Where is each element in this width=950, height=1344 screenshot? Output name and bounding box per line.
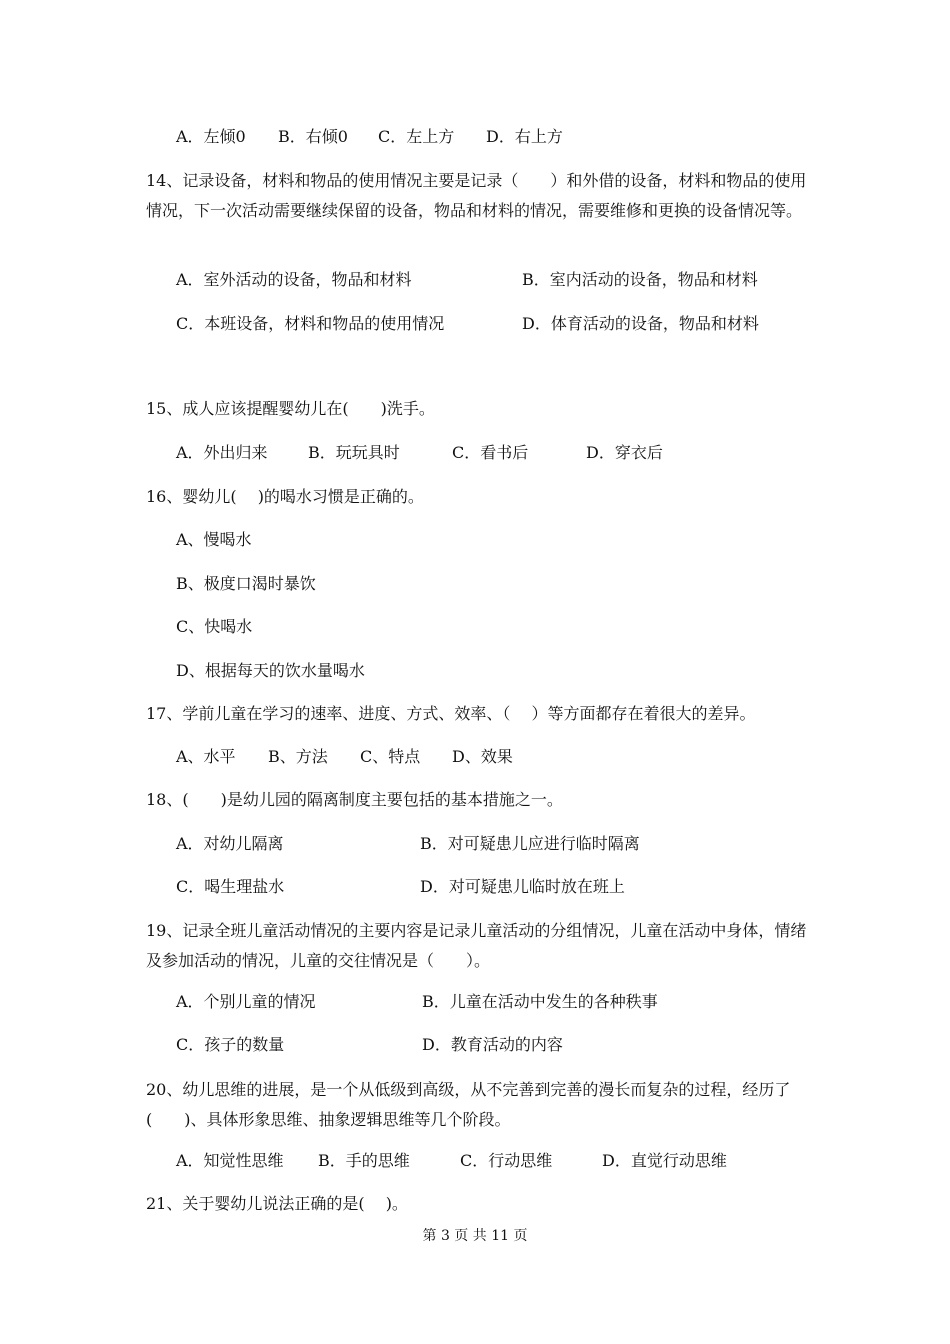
q20-option-b: B．手的思维 [318, 1151, 410, 1170]
q17-option-a: A、水平 [176, 747, 236, 766]
q20-option-c: C．行动思维 [460, 1151, 553, 1170]
q13-option-c: C．左上方 [378, 127, 455, 146]
q14-option-a: A．室外活动的设备，物品和材料 [176, 270, 412, 289]
q13-option-b: B．右倾0 [278, 127, 348, 146]
q19-option-b: B．儿童在活动中发生的各种秩事 [422, 992, 658, 1011]
q16-option-d: D、根据每天的饮水量喝水 [176, 661, 365, 680]
question-19: 19、记录全班儿童活动情况的主要内容是记录儿童活动的分组情况，儿童在活动中身体，情绪及参加活动的情况，儿童的交往情况是（ ）。 [146, 921, 807, 970]
q16-option-c: C、快喝水 [176, 617, 253, 636]
q19-option-d: D．教育活动的内容 [422, 1035, 563, 1054]
q13-option-a: A．左倾0 [176, 127, 246, 146]
q15-option-b: B．玩玩具时 [308, 443, 400, 462]
q18-option-b: B．对可疑患儿应进行临时隔离 [420, 834, 640, 853]
q19-option-c: C．孩子的数量 [176, 1035, 285, 1054]
page-number-footer: 第 3 页 共 11 页 [422, 1228, 528, 1244]
q16-option-b: B、极度口渴时暴饮 [176, 574, 316, 593]
q14-option-b: B．室内活动的设备，物品和材料 [522, 270, 758, 289]
q19-option-a: A．个别儿童的情况 [176, 992, 316, 1011]
q17-option-d: D、效果 [452, 747, 513, 766]
q13-option-d: D．右上方 [486, 127, 563, 146]
q15-option-d: D．穿衣后 [586, 443, 663, 462]
question-16: 16、婴幼儿( )的喝水习惯是正确的。 [146, 487, 424, 506]
question-14: 14、记录设备，材料和物品的使用情况主要是记录（ ）和外借的设备，材料和物品的使用情况，下一次活动需要继续保留的设备，物品和材料的情况，需要维修和更换的设备情况等。 [146, 171, 807, 220]
q18-option-d: D．对可疑患儿临时放在班上 [420, 877, 625, 896]
question-20: 20、幼儿思维的进展，是一个从低级到高级，从不完善到完善的漫长而复杂的过程，经历了( )、具体形象思维、抽象逻辑思维等几个阶段。 [146, 1080, 791, 1129]
q14-option-d: D．体育活动的设备，物品和材料 [522, 314, 759, 333]
q16-option-a: A、慢喝水 [176, 530, 252, 549]
q17-option-b: B、方法 [268, 747, 328, 766]
q20-option-d: D．直觉行动思维 [602, 1151, 727, 1170]
q14-option-c: C．本班设备，材料和物品的使用情况 [176, 314, 445, 333]
q18-option-c: C．喝生理盐水 [176, 877, 285, 896]
q20-option-a: A．知觉性思维 [176, 1151, 284, 1170]
question-17: 17、学前儿童在学习的速率、进度、方式、效率、（ ）等方面都存在着很大的差异。 [146, 704, 756, 723]
question-21: 21、关于婴幼儿说法正确的是( )。 [146, 1194, 408, 1213]
q15-option-a: A．外出归来 [176, 443, 268, 462]
q15-option-c: C．看书后 [452, 443, 529, 462]
q18-option-a: A．对幼儿隔离 [176, 834, 284, 853]
question-18: 18、( )是幼儿园的隔离制度主要包括的基本措施之一。 [146, 790, 563, 809]
q17-option-c: C、特点 [360, 747, 421, 766]
question-15: 15、成人应该提醒婴幼儿在( )洗手。 [146, 399, 435, 418]
